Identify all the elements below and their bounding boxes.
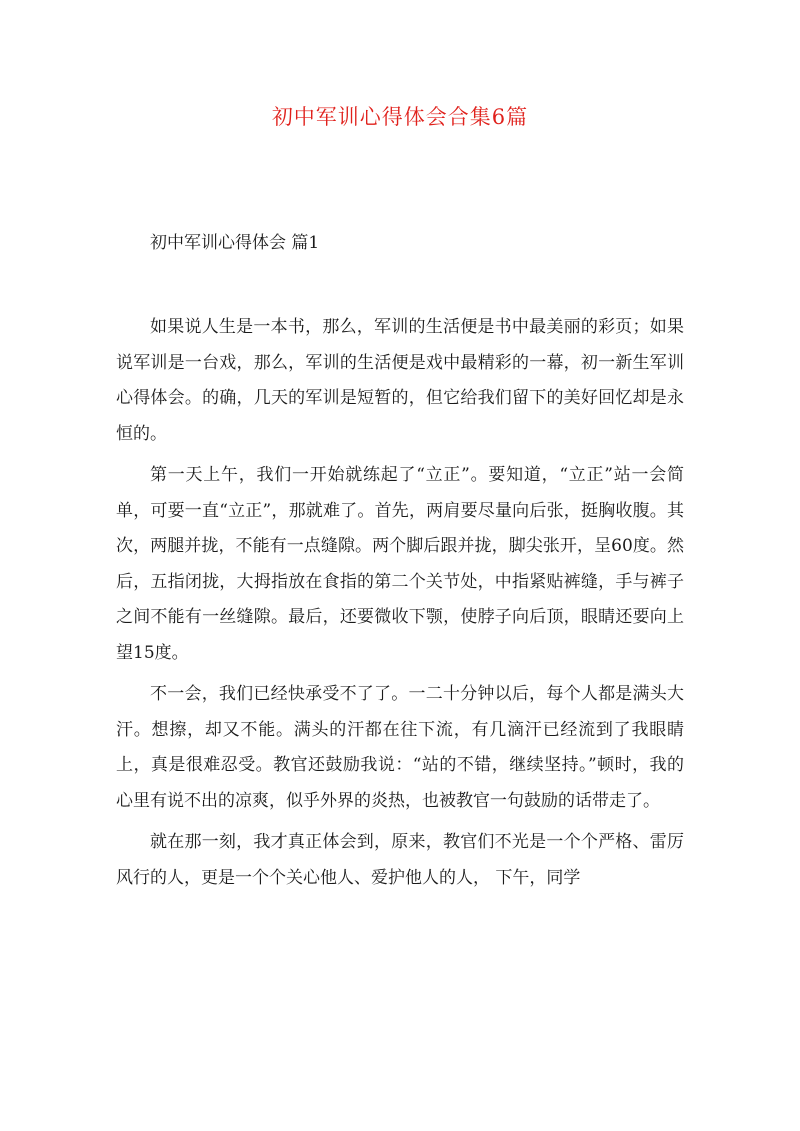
paragraph-1: 如果说人生是一本书，那么，军训的生活便是书中最美丽的彩页；如果说军训是一台戏，那么，军训的生活便是戏中最精彩的一幕，初一新生军训心得体会。的确，几天的军训是短暂的，但它给我们留下的美好回忆却是永恒的。 — [116, 317, 684, 444]
document-title: 初中军训心得体会合集6篇 — [271, 105, 529, 129]
paragraph-2: 第一天上午，我们一开始就练起了“立正”。要知道，“立正”站一会简单，可要一直“立正”，那就难了。首先，两肩要尽量向后张，挺胸收腹。其次，两腿并拢，不能有一点缝隙。两个脚后跟并拢，脚尖张开，呈60度。然后，五指闭拢，大拇指放在食指的第二个关节处，中指紧贴裤缝，手与裤子之间不能有一丝缝隙。最后，还要微收下颚，使脖子向后顶，眼睛还要向上望15度。 — [116, 465, 684, 663]
section-heading: 初中军训心得体会 篇1 — [150, 233, 320, 253]
document-body — [116, 310, 684, 902]
paragraph-4: 就在那一刻，我才真正体会到，原来，教官们不光是一个个严格、雷厉风行的人，更是一个个关心他人、爱护他人的人， 下午，同学 — [116, 832, 684, 888]
paragraph-3: 不一会，我们已经快承受不了了。一二十分钟以后，每个人都是满头大汗。想擦，却又不能。满头的汗都在往下流，有几滴汗已经流到了我眼睛上，真是很难忍受。教官还鼓励我说：“站的不错，继续坚持。”顿时，我的心里有说不出的凉爽，似乎外界的炎热，也被教官一句鼓励的话带走了。 — [116, 684, 684, 811]
